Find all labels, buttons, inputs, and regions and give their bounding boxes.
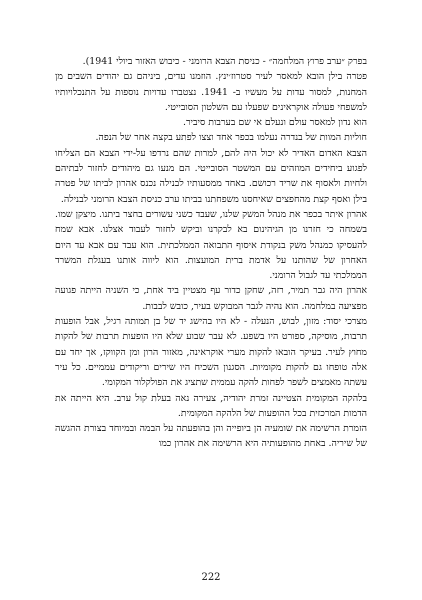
paragraph: בלהקה המקומית הצטיינה זמרת יהודיה, צעירה נאה בעלת קול ערב. היא הייתה את הדמות המרכזית בכל ההופעות של הלהקה המקומית. (55, 392, 367, 419)
paragraph: הזמרת הרשימה את שומעיה הן ביופייה והן בהופעתה על הבמה ובמיוחד בצורת ההגשה של שיריה. באחת מהופעותיה היא הרשימה את אהרון כמו (55, 423, 367, 450)
paragraph: פטרה בילן הובא למאסר לעיר סטרוז׳ינץ. הוזמנו עדים, ביניהם גם יהודים השבים מן המחנות, למסור עדות על מעשיו ב- 1941. נצטברו עדויות נוספות על התנכלויותיו למשפחי פעולה אוקראינים שפעלו עם השלטון הסובייטי. (55, 71, 367, 113)
paragraph: אהרון היה גבר תמיר, רזה, שחקן כדור עף מצטיין ביד אחת, כי השניה הייתה פגועה מפציעה במלחמה. הוא נהיה לגבר המבוקש בעיר, כובש לבבות. (55, 285, 367, 312)
paragraph: הצבא האדום האדיר לא יכול היה להם, למרות שהם נרדפו על-ידי הצבא הם הצליחו לפגוע ביחידים המוזהים עם המשטר הסובייטי. הם מנעו גם מיהודים לחזור לבתיהם ולחיות ולאסוף את שריד רכושם. באחד ממסעותיו לבנילה נכנס אהרון לביתו של פטרה בילן ואסף קצת מהחפצים שאיחסנו משפחתנו בביתו ערב כניסת הצבא הרומני לבנילה. (55, 147, 367, 205)
paragraph: אהרון איתר בכפר את מנהל המשק שלנו, שעבד כשני עשורים בחצר ביתנו. מיצקן שמו. בשמחה כי חזרנו מן הגיהינום בא לבקרנו וביקש לחזור לעבוד אצלנו. אבא שמח להעסיקו כמנהל משק בנקודת איסוף התבואה הממלכתית. הוא עבד עם אבא עד היום האחרון של שהותנו על אדמת ברית המועצות. הוא ליווה אותנו בעגלת המשרד הממלכתי עד לגבול הרומני. (55, 208, 367, 282)
paragraph: מצרכי יסוד: מזון, לבוש, הנעלה - לא היו בהישג יד של בן תמותה רגיל, אבל הופעות תרבות, מוסיקה, ספורט היו בשפע. לא עבר שבוע שלא היו הופעות תרבות של להקות מחוץ לעיר. בעיקר הובאו להקות מערי אוקראינה, מאזור הרון ומן הקווקז, אך יחד עם אלה טופחו גם להקות מקומיות. הסגנון השכיח היו שירים וריקודים עממיים. כל עיר עשתה מאמצים לשפר לפחות להקה עממית שתציג את הפולקלור המקומי. (55, 316, 367, 389)
paragraph: הוא נדון למאסר עולם ונעלם אי שם בערבות סיביר. (182, 117, 367, 129)
paragraph: חוליות המוות של בנדרה נעלמו בכפר אחד וצצו לפתע בקצה אחר של הנפה. (95, 132, 367, 144)
paragraph: בפרק ״ערב פרוץ המלחמה״ - כניסת הצבא הרומני - כיבוש האזור ביולי 1941). (82, 56, 367, 67)
page-number: 222 (201, 572, 221, 583)
body-text (55, 54, 367, 452)
